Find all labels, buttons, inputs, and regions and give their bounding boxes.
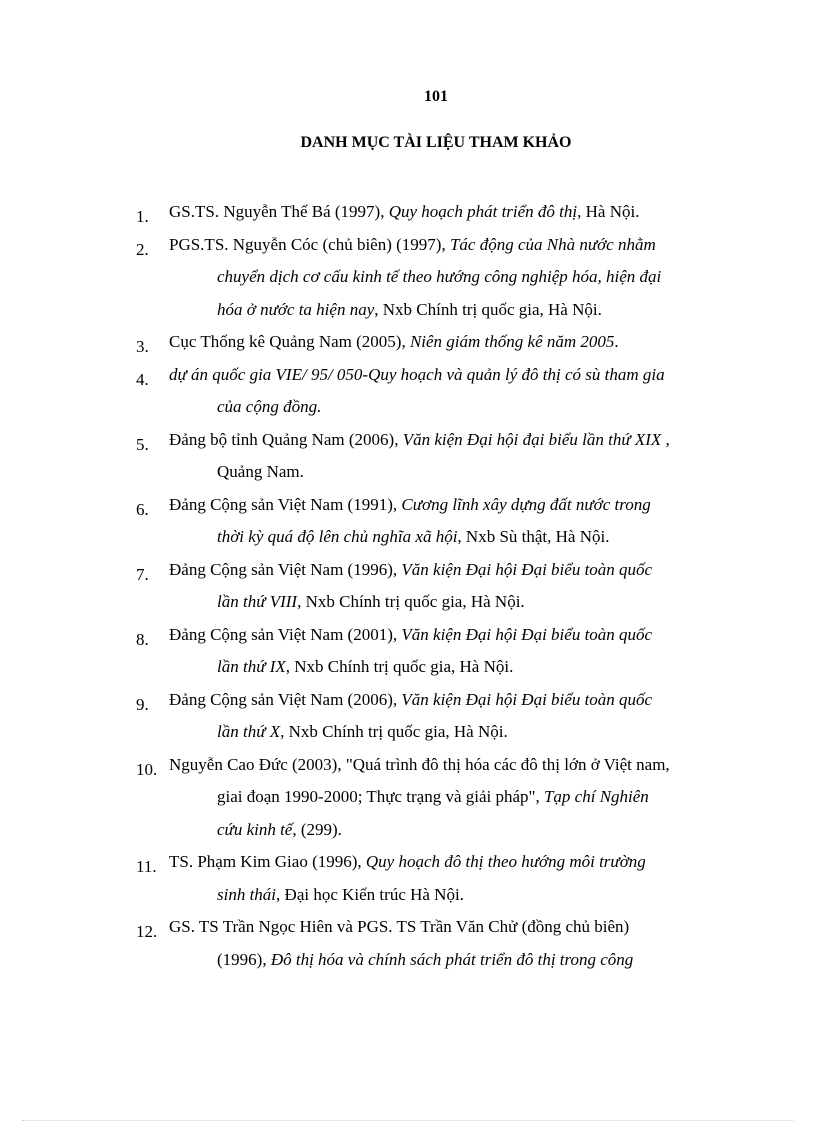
reference-title-segment: Đô thị hóa và chính sách phát triển đô thị trong công — [270, 949, 634, 969]
reference-number: 12. — [136, 922, 158, 941]
reference-segment: , — [661, 429, 670, 449]
reference-title-segment: sinh thái — [217, 884, 277, 904]
reference-number: 11. — [136, 857, 157, 876]
reference-text — [169, 749, 740, 847]
reference-title-segment: Tác động của Nhà nước nhằm — [449, 234, 656, 254]
reference-line — [169, 359, 740, 392]
reference-number: 7. — [136, 564, 149, 584]
reference-line — [169, 456, 740, 489]
reference-segment: Cục Thống kê Quảng Nam (2005), — [169, 332, 410, 351]
reference-segment: Quảng Nam. — [217, 462, 304, 481]
reference-title-segment: Tạp chí Nghiên — [543, 787, 649, 806]
reference-segment: , Đại học Kiến trúc Hà Nội. — [276, 884, 464, 904]
reference-line — [169, 489, 740, 522]
reference-item — [136, 749, 740, 847]
reference-title-segment: Cương lĩnh xây dựng đất nước trong — [401, 494, 651, 514]
page-number: 101 — [424, 88, 448, 105]
reference-segment: TS. Phạm Kim Giao (1996), — [169, 852, 366, 871]
reference-segment: , Nxb Chính trị quốc gia, Hà Nội. — [280, 722, 508, 741]
reference-title-segment: thời kỳ quá độ lên chủ nghĩa xã hội — [217, 527, 458, 546]
reference-number: 5. — [136, 434, 149, 454]
reference-line — [169, 781, 740, 814]
reference-segment: PGS.TS. Nguyễn Cóc (chủ biên) (1997), — [169, 234, 450, 254]
reference-item — [136, 326, 740, 359]
reference-title-segment: chuyển dịch cơ cấu kinh tế theo hướng công nghiệp hóa, hiện đại — [217, 267, 662, 286]
reference-segment: Đảng Cộng sản Việt Nam (2006), — [169, 689, 402, 709]
reference-line — [169, 684, 740, 717]
reference-segment: Đảng bộ tỉnh Quảng Nam (2006), — [169, 429, 403, 449]
reference-title-segment: lần thứ IX — [217, 657, 286, 676]
reference-segment: GS. TS Trần Ngọc Hiên và PGS. TS Trần Văn Chử (đồng chủ biên) — [169, 917, 630, 936]
reference-segment: Nguyễn Cao Đức (2003), "Quá trình đô thị hóa các đô thị lớn ở Việt nam, — [169, 754, 670, 774]
reference-line — [169, 586, 740, 619]
reference-line — [169, 651, 740, 684]
page-title: DANH MỤC TÀI LIỆU THAM KHẢO — [300, 134, 572, 151]
reference-number: 1. — [136, 207, 149, 226]
reference-line — [169, 554, 740, 587]
reference-title-segment: Quy hoạch phát triển đô thị — [388, 202, 578, 221]
reference-number: 3. — [136, 337, 149, 356]
reference-line — [169, 229, 740, 262]
reference-title-segment: của cộng đồng. — [217, 397, 322, 416]
reference-text — [169, 684, 740, 749]
reference-segment: GS.TS. Nguyễn Thế Bá (1997), — [169, 202, 389, 221]
reference-number: 10. — [136, 759, 158, 779]
reference-line — [169, 814, 740, 847]
reference-list — [136, 196, 740, 976]
reference-line — [169, 944, 740, 977]
reference-text — [169, 196, 740, 229]
reference-title-segment: cứu kinh tế — [217, 819, 293, 839]
reference-number: 6. — [136, 499, 149, 519]
reference-item — [136, 229, 740, 327]
reference-segment: Đảng Cộng sản Việt Nam (1991), — [169, 494, 402, 514]
reference-title-segment: Văn kiện Đại hội Đại biểu toàn quốc — [401, 559, 653, 579]
reference-title-segment: lần thứ X — [217, 722, 281, 741]
reference-line — [169, 521, 740, 554]
reference-segment: . — [614, 332, 619, 351]
reference-line — [169, 911, 740, 944]
reference-text — [169, 489, 740, 554]
reference-segment: , Nxb Chính trị quốc gia, Hà Nội. — [374, 299, 602, 319]
footer-divider — [22, 1120, 794, 1121]
reference-segment: giai đoạn 1990-2000; Thực trạng và giải pháp", — [217, 787, 544, 806]
reference-segment: , Nxb Chính trị quốc gia, Hà Nội. — [297, 592, 525, 611]
reference-title-segment: Văn kiện Đại hội đại biểu lần thứ XIX — [402, 429, 662, 449]
reference-line — [169, 424, 740, 457]
reference-item — [136, 489, 740, 554]
reference-title-segment: dự án quốc gia VIE/ 95/ 050-Quy hoạch và quản lý đô thị có sù tham gia — [169, 364, 665, 384]
reference-line — [169, 391, 740, 424]
reference-line — [169, 294, 740, 327]
reference-segment: , Hà Nội. — [577, 202, 640, 221]
reference-item — [136, 554, 740, 619]
reference-title-segment: Văn kiện Đại hội Đại biểu toàn quốc — [401, 624, 653, 644]
reference-title-segment: hóa ở nước ta hiện nay — [217, 299, 375, 319]
reference-text — [169, 424, 740, 489]
reference-segment: (1996), — [217, 949, 271, 969]
reference-item — [136, 846, 740, 911]
reference-text — [169, 554, 740, 619]
reference-line — [169, 846, 740, 879]
reference-number: 4. — [136, 369, 149, 389]
reference-text — [169, 911, 740, 976]
reference-line — [169, 261, 740, 294]
reference-segment: , Nxb Sù thật, Hà Nội. — [457, 527, 610, 546]
reference-item — [136, 684, 740, 749]
reference-line — [169, 196, 740, 229]
reference-title-segment: Văn kiện Đại hội Đại biểu toàn quốc — [401, 689, 653, 709]
reference-title-segment: Niên giám thống kê năm 2005 — [409, 332, 615, 351]
reference-title-segment: Quy hoạch đô thị theo hướng môi trường — [365, 852, 646, 871]
reference-text — [169, 229, 740, 327]
reference-title-segment: lần thứ VIII — [217, 592, 298, 611]
reference-item — [136, 619, 740, 684]
reference-item — [136, 196, 740, 229]
reference-text — [169, 359, 740, 424]
reference-text — [169, 619, 740, 684]
reference-item — [136, 424, 740, 489]
reference-segment: Đảng Cộng sản Việt Nam (2001), — [169, 624, 402, 644]
reference-item — [136, 359, 740, 424]
reference-number: 2. — [136, 239, 149, 259]
reference-number: 9. — [136, 694, 149, 714]
reference-text — [169, 326, 740, 359]
reference-line — [169, 326, 740, 359]
reference-line — [169, 619, 740, 652]
reference-line — [169, 749, 740, 782]
reference-segment: , Nxb Chính trị quốc gia, Hà Nội. — [285, 657, 514, 676]
reference-text — [169, 846, 740, 911]
reference-line — [169, 716, 740, 749]
reference-segment: Đảng Cộng sản Việt Nam (1996), — [169, 559, 402, 579]
reference-line — [169, 879, 740, 912]
reference-item — [136, 911, 740, 976]
reference-number: 8. — [136, 629, 149, 649]
reference-segment: , (299). — [292, 819, 342, 839]
